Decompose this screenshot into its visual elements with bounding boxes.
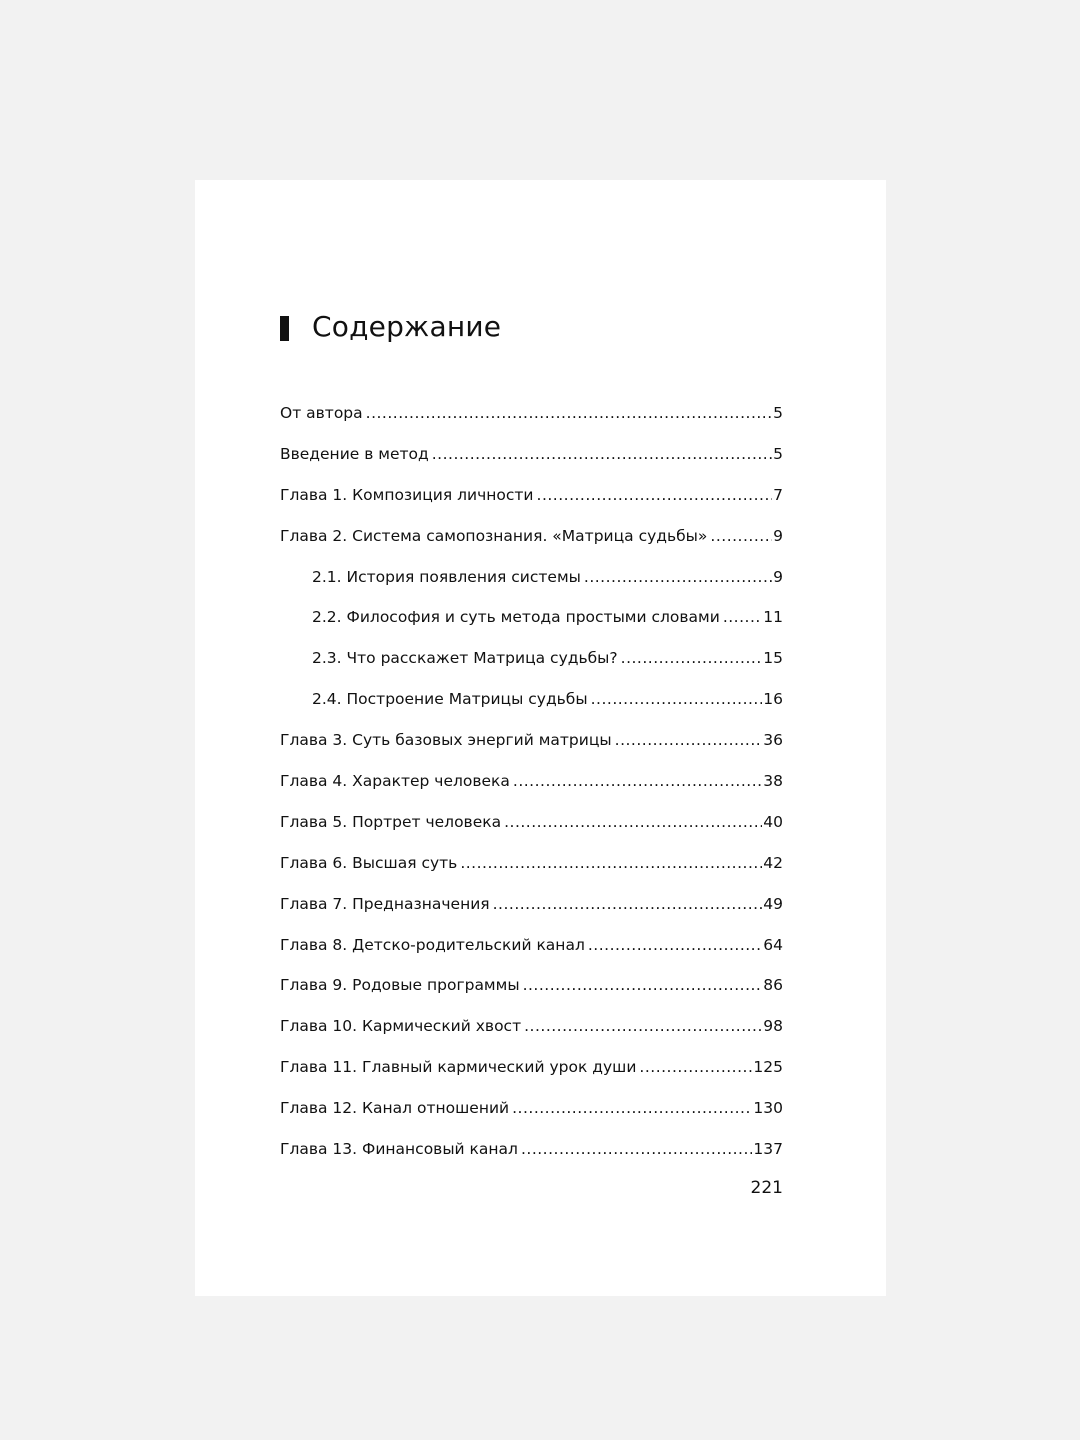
toc-entry-page: 42	[763, 853, 783, 872]
page-title: Содержание	[312, 310, 502, 343]
toc-entry-page: 7	[773, 485, 783, 504]
toc-entry	[280, 688, 783, 729]
toc-entry	[280, 484, 783, 525]
toc-entry-title: Глава 10. Кармический хвост	[280, 1017, 522, 1036]
toc-entry	[280, 1097, 783, 1138]
toc-entry	[280, 1056, 783, 1097]
toc-entry	[280, 729, 783, 770]
toc-entry-title: 2.3. Что расскажет Матрица судьбы?	[312, 649, 618, 668]
toc-entry-page: 86	[763, 976, 783, 995]
toc-leader-dots	[621, 647, 763, 669]
toc-entry-page: 130	[753, 1099, 783, 1118]
toc-entry	[280, 402, 783, 443]
toc-entry-title: Введение в метод	[280, 444, 429, 463]
toc-leader-dots	[432, 443, 772, 465]
toc-entry-title: Глава 11. Главный кармический урок души	[280, 1058, 637, 1077]
toc-heading	[280, 310, 501, 343]
toc-entry-title: 2.4. Построение Матрицы судьбы	[312, 690, 588, 709]
toc-leader-dots	[366, 402, 772, 424]
toc-entry	[280, 1015, 783, 1056]
toc-entry-page: 9	[773, 567, 783, 586]
toc-entry-page: 9	[773, 526, 783, 545]
toc-leader-dots	[615, 729, 763, 751]
toc-leader-dots	[639, 1056, 752, 1078]
toc-leader-dots	[723, 606, 762, 628]
toc-entry-page: 49	[763, 894, 783, 913]
toc-entry-title: От автора	[280, 404, 363, 422]
toc-entry-title: Глава 9. Родовые программы	[280, 976, 520, 995]
toc-entry-title: 2.1. История появления системы	[312, 567, 581, 586]
toc-entry-title: Глава 8. Детско-родительский канал	[280, 935, 585, 954]
toc-entry-page: 11	[763, 608, 783, 627]
toc-entry-page: 64	[763, 935, 783, 954]
toc-entry-title: Глава 13. Финансовый канал	[280, 1140, 518, 1159]
toc-entry-page: 36	[763, 731, 783, 750]
toc-entry-page: 5	[773, 444, 783, 463]
toc-leader-dots	[521, 1138, 752, 1160]
toc-entry-page: 16	[763, 690, 783, 709]
toc-entry	[280, 893, 783, 934]
toc-leader-dots	[523, 974, 763, 996]
toc-entry	[280, 974, 783, 1015]
table-of-contents	[280, 402, 783, 1179]
toc-entry-page: 98	[763, 1017, 783, 1036]
toc-leader-dots	[504, 811, 762, 833]
toc-entry-title: Глава 3. Суть базовых энергий матрицы	[280, 731, 612, 750]
toc-entry-page: 125	[753, 1058, 783, 1077]
toc-leader-dots	[584, 566, 772, 588]
toc-leader-dots	[460, 852, 762, 874]
toc-entry-title: Глава 4. Характер человека	[280, 772, 510, 791]
toc-entry-title: Глава 12. Канал отношений	[280, 1099, 510, 1118]
toc-entry-title: Глава 1. Композиция личности	[280, 485, 534, 504]
toc-entry	[280, 770, 783, 811]
toc-entry-page: 40	[763, 812, 783, 831]
toc-entry-page: 137	[753, 1140, 783, 1159]
toc-entry	[280, 852, 783, 893]
toc-leader-dots	[588, 934, 762, 956]
toc-entry-title: Глава 7. Предназначения	[280, 894, 490, 913]
toc-entry-page: 5	[773, 404, 783, 422]
toc-leader-dots	[591, 688, 763, 710]
toc-entry	[280, 934, 783, 975]
toc-leader-dots	[710, 525, 772, 547]
toc-leader-dots	[493, 893, 763, 915]
toc-leader-dots	[537, 484, 773, 506]
toc-leader-dots	[524, 1015, 762, 1037]
toc-entry	[280, 566, 783, 607]
heading-marker	[280, 316, 289, 341]
book-page	[195, 180, 886, 1296]
toc-leader-dots	[513, 770, 762, 792]
toc-entry	[280, 1138, 783, 1179]
toc-entry-page: 15	[763, 649, 783, 668]
toc-entry	[280, 443, 783, 484]
toc-entry-title: Глава 6. Высшая суть	[280, 853, 458, 872]
toc-entry	[280, 811, 783, 852]
page-number: 221	[750, 1178, 783, 1198]
toc-entry-page: 38	[763, 772, 783, 791]
toc-entry	[280, 647, 783, 688]
toc-entry-title: 2.2. Философия и суть метода простыми словами	[312, 608, 720, 627]
toc-entry	[280, 525, 783, 566]
toc-entry-title: Глава 5. Портрет человека	[280, 812, 502, 831]
toc-entry	[280, 606, 783, 647]
toc-leader-dots	[512, 1097, 752, 1119]
toc-entry-title: Глава 2. Система самопознания. «Матрица судьбы»	[280, 526, 708, 545]
